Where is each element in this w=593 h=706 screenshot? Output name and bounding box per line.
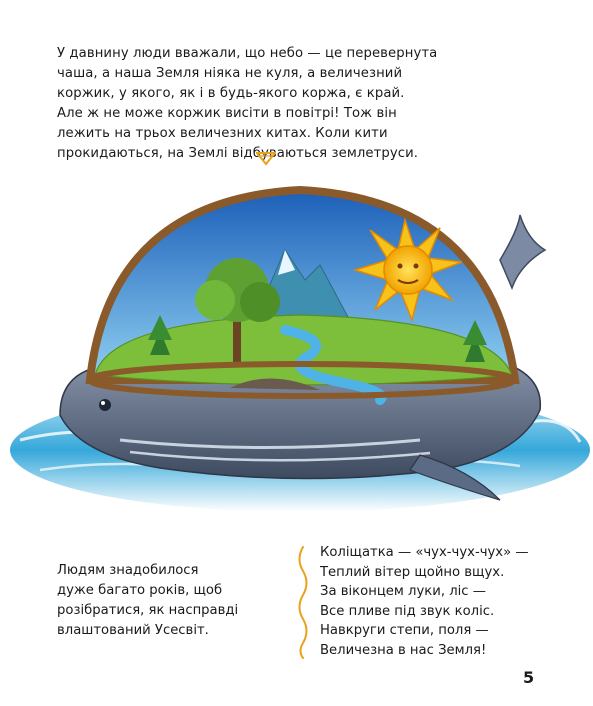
closing-line: розібратися, як насправді (57, 603, 239, 618)
intro-line: лежить на трьох величезних китах. Коли кити (57, 126, 388, 141)
intro-line: коржик, у якого, як і в будь-якого коржа, є край. (57, 86, 405, 101)
closing-line: дуже багато років, щоб (57, 583, 223, 598)
page-number: 5 (523, 668, 535, 687)
whale-tail (500, 215, 545, 288)
intro-line: У давнину люди вважали, що небо — це перевернута (57, 46, 438, 61)
poem-line: Теплий вітер щойно вщух. (320, 564, 505, 580)
poem-line: Навкруги степи, поля — (320, 623, 489, 638)
closing-line: Людям знадобилося (57, 563, 199, 578)
poem-line: За віконцем луки, ліс — (320, 584, 486, 599)
poem-line: Величезна в нас Земля! (320, 642, 487, 658)
closing-line: влаштований Усесвіт. (57, 623, 209, 638)
poem-line: Коліщатка — «чух-чух-чух» — (320, 545, 529, 560)
intro-line: чаша, а наша Земля ніяка не куля, а величезний (57, 66, 403, 81)
world-on-whales-illustration (0, 170, 593, 530)
poem-line: Все пливе під звук коліс. (320, 603, 495, 619)
triangle-marker-icon (256, 152, 276, 166)
intro-line: прокидаються, на Землі відбуваються землетруси. (57, 146, 419, 161)
poem (320, 543, 570, 660)
intro-line: Але ж не може коржик висіти в повітрі! Тож він (57, 106, 397, 121)
intro-paragraph (57, 44, 477, 164)
closing-paragraph (57, 561, 277, 641)
wavy-divider-icon (294, 545, 312, 660)
